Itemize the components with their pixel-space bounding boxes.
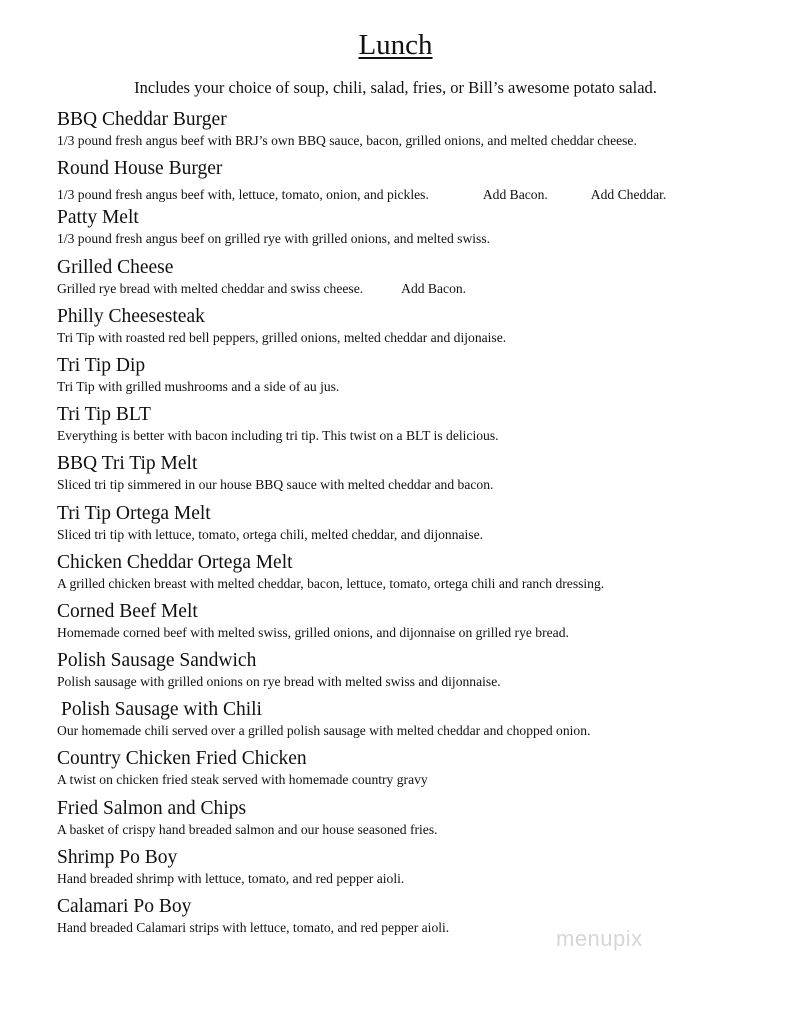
menu-item-fried-salmon-and-chips: [57, 797, 777, 846]
menu-item-round-house-burger: [57, 157, 777, 206]
item-name: Patty Melt: [57, 207, 139, 229]
item-name: Polish Sausage with Chili: [61, 699, 262, 721]
item-name: Philly Cheesesteak: [57, 305, 205, 327]
item-name: Chicken Cheddar Ortega Melt: [57, 551, 293, 573]
item-description: 1/3 pound fresh angus beef on grilled rye with grilled onions, and melted swiss.: [57, 231, 491, 247]
menu-item-shrimp-po-boy: [57, 846, 777, 895]
item-description: Grilled rye bread with melted cheddar and swiss cheese.: [57, 280, 364, 296]
item-description: A twist on chicken fried steak served with homemade country gravy: [57, 772, 428, 788]
item-name: Grilled Cheese: [57, 256, 174, 278]
page-subtitle: Includes your choice of soup, chili, salad, fries, or Bill’s awesome potato salad.: [134, 78, 657, 97]
item-name: Calamari Po Boy: [57, 896, 192, 917]
menu-item-bbq-cheddar-burger: [57, 108, 777, 157]
item-description: Hand breaded Calamari strips with lettuce, tomato, and red pepper aioli.: [57, 920, 450, 935]
item-description: Sliced tri tip simmered in our house BBQ sauce with melted cheddar and bacon.: [57, 477, 494, 493]
menu-item-tri-tip-ortega-melt: [57, 502, 777, 551]
item-description-row: [57, 186, 777, 204]
item-name: Fried Salmon and Chips: [57, 797, 247, 819]
item-name: Shrimp Po Boy: [57, 846, 178, 868]
item-description: Our homemade chili served over a grilled polish sausage with melted cheddar and chopped onion.: [57, 723, 591, 739]
item-name: Round House Burger: [57, 158, 223, 180]
menu-list: [57, 108, 777, 944]
item-description: 1/3 pound fresh angus beef with BRJ’s own BBQ sauce, bacon, grilled onions, and melted cheddar cheese.: [57, 133, 637, 148]
item-description: Polish sausage with grilled onions on rye bread with melted swiss and dijonnaise.: [57, 674, 501, 690]
page-title: Lunch: [358, 29, 433, 61]
item-name: BBQ Cheddar Burger: [57, 109, 227, 130]
menupix-watermark: menupix: [556, 926, 643, 951]
menu-item-corned-beef-melt: [57, 600, 777, 649]
item-description: A grilled chicken breast with melted cheddar, bacon, lettuce, tomato, ortega chili and ranch dressing.: [57, 575, 605, 591]
item-description: 1/3 pound fresh angus beef with, lettuce, tomato, onion, and pickles.: [57, 187, 429, 203]
item-description: Tri Tip with grilled mushrooms and a side of au jus.: [57, 378, 340, 394]
item-description: Tri Tip with roasted red bell peppers, grilled onions, melted cheddar and dijonaise.: [57, 329, 507, 345]
item-description: Hand breaded shrimp with lettuce, tomato, and red pepper aioli.: [57, 870, 405, 886]
item-name: BBQ Tri Tip Melt: [57, 453, 198, 475]
item-name: Corned Beef Melt: [57, 600, 198, 622]
item-name: Tri Tip Ortega Melt: [57, 502, 211, 524]
add-cheddar-option: Add Cheddar.: [590, 187, 667, 203]
menu-item-chicken-cheddar-ortega-melt: [57, 551, 777, 600]
menu-item-polish-sausage-sandwich: [57, 649, 777, 698]
item-description: A basket of crispy hand breaded salmon and our house seasoned fries.: [57, 821, 438, 837]
menu-item-polish-sausage-with-chili: [57, 698, 777, 747]
item-description: Homemade corned beef with melted swiss, grilled onions, and dijonnaise on grilled rye bread.: [57, 624, 569, 640]
item-name: Tri Tip Dip: [57, 354, 146, 376]
add-bacon-option: Add Bacon.: [482, 187, 548, 203]
add-bacon-option: Add Bacon.: [401, 280, 467, 296]
menu-item-philly-cheesesteak: [57, 305, 777, 354]
item-description-row: [57, 280, 777, 298]
menu-item-country-chicken-fried-chicken: [57, 747, 777, 796]
item-name: Polish Sausage Sandwich: [57, 650, 257, 672]
menu-item-calamari-po-boy: [57, 895, 777, 944]
item-name: Country Chicken Fried Chicken: [57, 748, 307, 770]
menu-item-bbq-tri-tip-melt: [57, 452, 777, 501]
menu-item-tri-tip-dip: [57, 354, 777, 403]
menu-item-tri-tip-blt: [57, 403, 777, 452]
item-description: Everything is better with bacon including tri tip. This twist on a BLT is delicious.: [57, 428, 499, 444]
item-name: Tri Tip BLT: [57, 404, 151, 426]
menu-item-grilled-cheese: [57, 256, 777, 305]
item-description: Sliced tri tip with lettuce, tomato, ortega chili, melted cheddar, and dijonnaise.: [57, 526, 484, 542]
menu-item-patty-melt: [57, 206, 777, 255]
